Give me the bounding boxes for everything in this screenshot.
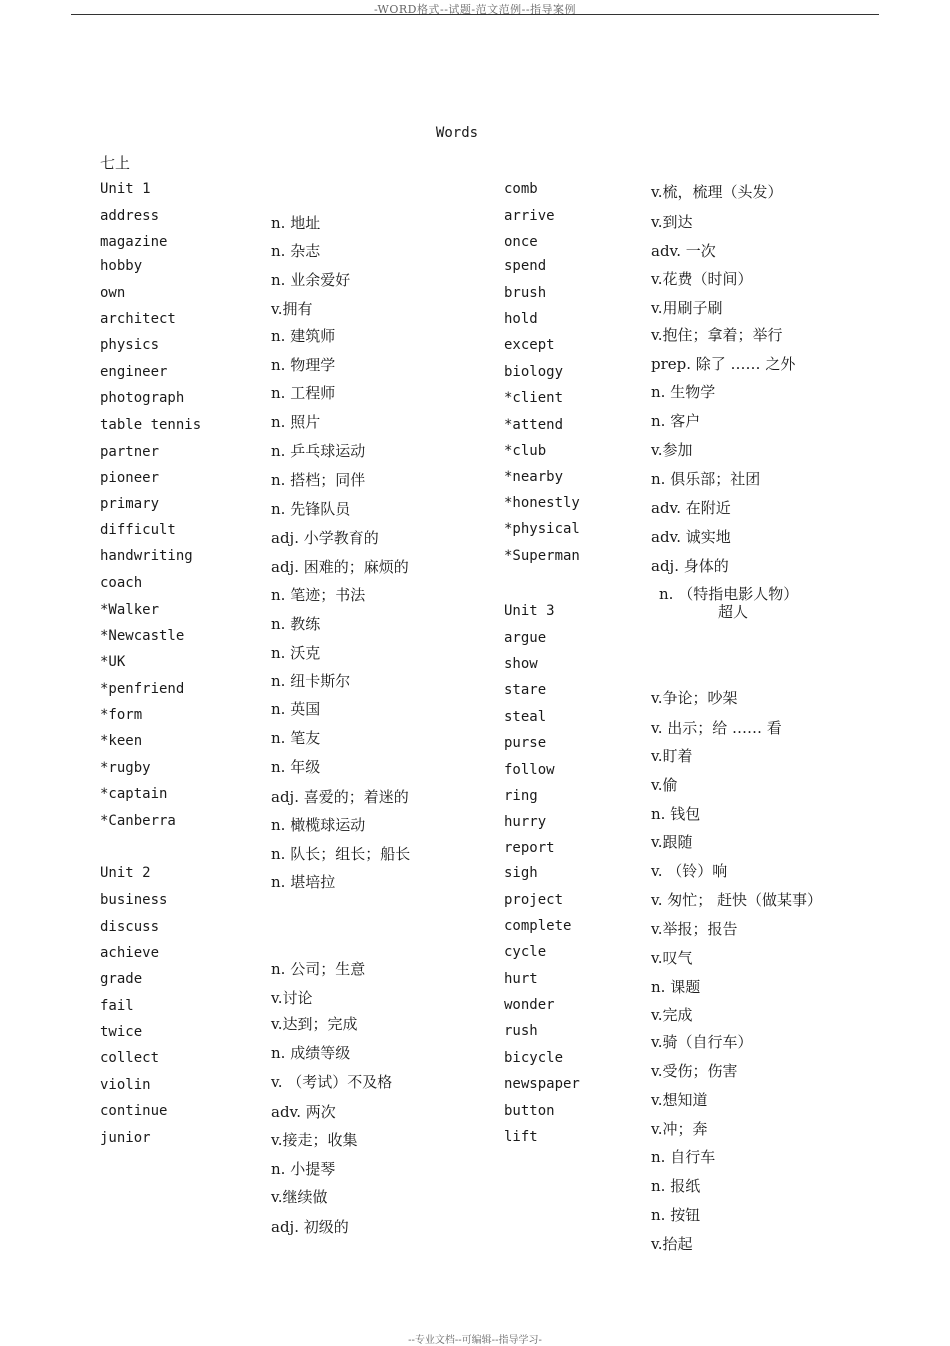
vocab-word: *client: [504, 390, 564, 406]
vocab-word: primary: [100, 496, 160, 512]
vocab-meaning: n. 英国: [271, 700, 321, 718]
vocab-word: hurry: [504, 814, 547, 830]
vocab-meaning: n. 按钮: [651, 1206, 701, 1224]
vocab-meaning: adv. 在附近: [651, 499, 731, 517]
header-rule: [71, 14, 879, 15]
vocab-word: *Walker: [100, 602, 160, 618]
vocab-word: brush: [504, 285, 547, 301]
vocab-word: except: [504, 337, 555, 353]
vocab-meaning: adv. 一次: [651, 242, 716, 260]
vocab-word: follow: [504, 762, 555, 778]
vocab-meaning: n. 成绩等级: [271, 1044, 351, 1062]
vocab-word: show: [504, 656, 538, 672]
vocab-meaning: adv. 两次: [271, 1103, 336, 1121]
vocab-word: hobby: [100, 258, 143, 274]
vocab-word: *Canberra: [100, 813, 176, 829]
vocab-meaning: n. 钱包: [651, 805, 701, 823]
vocab-word: own: [100, 285, 126, 301]
vocab-meaning: n. 教练: [271, 615, 321, 633]
vocab-meaning: v.拥有: [271, 300, 313, 318]
vocab-word: cycle: [504, 944, 547, 960]
vocab-meaning: n. 公司；生意: [271, 960, 366, 978]
vocab-meaning: n. 堪培拉: [271, 873, 336, 891]
vocab-meaning: v.用刷子刷: [651, 299, 723, 317]
vocab-word: *nearby: [504, 469, 564, 485]
vocab-meaning: n. 队长；组长；船长: [271, 845, 411, 863]
vocab-meaning: adj. 身体的: [651, 557, 729, 575]
vocab-word: biology: [504, 364, 564, 380]
vocab-meaning: n. 年级: [271, 758, 321, 776]
vocab-word: report: [504, 840, 555, 856]
vocab-meaning: n. 纽卡斯尔: [271, 672, 351, 690]
vocab-meaning: v.举报；报告: [651, 920, 738, 938]
vocab-meaning: n. 搭档；同伴: [271, 471, 366, 489]
vocab-word: physics: [100, 337, 160, 353]
vocab-word: spend: [504, 258, 547, 274]
vocab-meaning: v.讨论: [271, 989, 313, 1007]
vocab-meaning: n. 业余爱好: [271, 271, 351, 289]
vocab-word: comb: [504, 181, 538, 197]
vocab-meaning: v.冲；奔: [651, 1120, 708, 1138]
vocab-meaning: adv. 诚实地: [651, 528, 731, 546]
vocab-word: address: [100, 208, 160, 224]
vocab-meaning: v. （考试）不及格: [271, 1073, 393, 1091]
vocab-word: junior: [100, 1130, 151, 1146]
vocab-word: *honestly: [504, 495, 580, 511]
vocab-word: partner: [100, 444, 160, 460]
vocab-meaning: v.偷: [651, 776, 678, 794]
vocab-word: grade: [100, 971, 143, 987]
vocab-word: project: [504, 892, 564, 908]
vocab-word: *Superman: [504, 548, 580, 564]
vocab-word: *physical: [504, 521, 580, 537]
vocab-meaning: n. 报纸: [651, 1177, 701, 1195]
vocab-meaning: v.盯着: [651, 747, 693, 765]
vocab-word: achieve: [100, 945, 160, 961]
vocab-meaning: n. 先锋队员: [271, 500, 351, 518]
vocab-meaning: n. 乒乓球运动: [271, 442, 366, 460]
vocab-word: steal: [504, 709, 547, 725]
vocab-meaning: adj. 喜爱的；着迷的: [271, 788, 409, 806]
vocab-meaning: v.抬起: [651, 1235, 693, 1253]
vocab-word: architect: [100, 311, 176, 327]
vocab-meaning: n. 客户: [651, 412, 701, 430]
vocab-meaning: v.跟随: [651, 833, 693, 851]
vocab-meaning: v.接走；收集: [271, 1131, 358, 1149]
vocab-word: engineer: [100, 364, 168, 380]
vocab-word: violin: [100, 1077, 151, 1093]
vocab-meaning: v. （铃）响: [651, 862, 728, 880]
vocab-word: hold: [504, 311, 538, 327]
vocab-meaning: v.争论；吵架: [651, 689, 738, 707]
unit-heading: Unit 3: [504, 603, 555, 619]
vocab-word: button: [504, 1103, 555, 1119]
vocab-meaning: n. 沃克: [271, 644, 321, 662]
vocab-meaning: n. 物理学: [271, 356, 336, 374]
vocab-meaning: v. 匆忙； 赶快（做某事）: [651, 891, 822, 909]
unit-heading: Unit 2: [100, 865, 151, 881]
vocab-meaning: n. 课题: [651, 978, 701, 996]
vocab-word: argue: [504, 630, 547, 646]
vocab-word: handwriting: [100, 548, 193, 564]
vocab-word: arrive: [504, 208, 555, 224]
vocab-word: *penfriend: [100, 681, 185, 697]
vocab-meaning: v.受伤；伤害: [651, 1062, 738, 1080]
vocab-word: rush: [504, 1023, 538, 1039]
vocab-word: ring: [504, 788, 538, 804]
vocab-word: twice: [100, 1024, 143, 1040]
vocab-word: purse: [504, 735, 547, 751]
vocab-meaning: v.骑（自行车）: [651, 1033, 753, 1051]
vocab-word: *Newcastle: [100, 628, 185, 644]
vocab-word: magazine: [100, 234, 168, 250]
vocab-meaning: n. 橄榄球运动: [271, 816, 366, 834]
vocab-word: collect: [100, 1050, 160, 1066]
vocab-meaning: v.花费（时间）: [651, 270, 753, 288]
page-title: Words: [435, 125, 479, 141]
vocab-word: bicycle: [504, 1050, 564, 1066]
vocab-meaning: n. （特指电影人物）: [659, 585, 799, 603]
vocab-meaning: n. 生物学: [651, 383, 716, 401]
vocab-word: *keen: [100, 733, 143, 749]
vocab-word: pioneer: [100, 470, 160, 486]
unit-heading: Unit 1: [100, 181, 151, 197]
vocab-meaning: n. 小提琴: [271, 1160, 336, 1178]
vocab-meaning: n. 俱乐部；社团: [651, 470, 761, 488]
vocab-meaning: 超人: [718, 603, 749, 621]
vocab-word: *UK: [100, 654, 126, 670]
page-footer: --专业文档--可编辑--指导学习-: [408, 1335, 542, 1346]
vocab-word: photograph: [100, 390, 185, 406]
vocab-meaning: v.完成: [651, 1006, 693, 1024]
vocab-meaning: n. 笔友: [271, 729, 321, 747]
vocab-word: wonder: [504, 997, 555, 1013]
vocab-meaning: v.到达: [651, 213, 693, 231]
vocab-meaning: adj. 小学教育的: [271, 529, 379, 547]
vocab-meaning: v.达到；完成: [271, 1015, 358, 1033]
vocab-word: discuss: [100, 919, 160, 935]
vocab-meaning: adj. 困难的；麻烦的: [271, 558, 409, 576]
vocab-meaning: n. 建筑师: [271, 327, 336, 345]
vocab-word: fail: [100, 998, 134, 1014]
vocab-meaning: n. 工程师: [271, 384, 336, 402]
vocab-word: *club: [504, 443, 547, 459]
vocab-meaning: v.参加: [651, 441, 693, 459]
vocab-word: newspaper: [504, 1076, 580, 1092]
page-header: -WORD格式--试题-范文范例--指导案例: [373, 3, 577, 16]
vocab-meaning: v.继续做: [271, 1188, 328, 1206]
vocab-meaning: n. 杂志: [271, 242, 321, 260]
vocab-word: business: [100, 892, 168, 908]
vocab-meaning: v.梳，梳理（头发）: [651, 183, 783, 201]
vocab-meaning: n. 自行车: [651, 1148, 716, 1166]
vocab-word: stare: [504, 682, 547, 698]
vocab-meaning: v.想知道: [651, 1091, 708, 1109]
vocab-word: complete: [504, 918, 572, 934]
vocab-word: difficult: [100, 522, 176, 538]
vocab-word: continue: [100, 1103, 168, 1119]
vocab-word: hurt: [504, 971, 538, 987]
vocab-word: once: [504, 234, 538, 250]
vocab-meaning: v.叹气: [651, 949, 693, 967]
grade-heading: 七上: [100, 154, 131, 172]
vocab-meaning: n. 地址: [271, 214, 321, 232]
vocab-meaning: n. 笔迹；书法: [271, 586, 366, 604]
vocab-meaning: prep. 除了 …… 之外: [651, 355, 796, 373]
vocab-word: *attend: [504, 417, 564, 433]
vocab-word: lift: [504, 1129, 538, 1145]
vocab-meaning: v. 出示；给 …… 看: [651, 719, 782, 737]
vocab-word: *rugby: [100, 760, 151, 776]
vocab-word: sigh: [504, 865, 538, 881]
vocab-word: coach: [100, 575, 143, 591]
vocab-meaning: v.抱住；拿着；举行: [651, 326, 783, 344]
vocab-word: *form: [100, 707, 143, 723]
vocab-word: *captain: [100, 786, 168, 802]
vocab-word: table tennis: [100, 417, 202, 433]
vocab-meaning: n. 照片: [271, 413, 321, 431]
vocab-meaning: adj. 初级的: [271, 1218, 349, 1236]
